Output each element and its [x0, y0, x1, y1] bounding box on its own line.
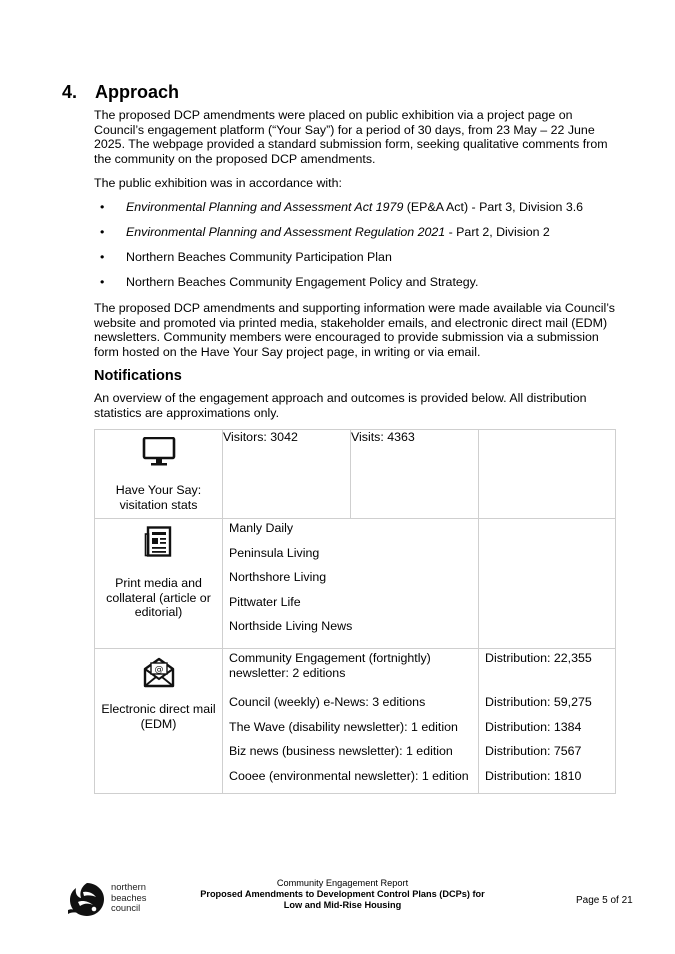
table-row [95, 430, 616, 519]
bullet-item [100, 250, 620, 275]
intro-paragraph: The proposed DCP amendments were placed on public exhibition via a project page on Council’s engagement platform (“Your Say”) for a period of 30 days, from 23 May – 22 June 2025. The webpage provided a standard submission form, seeking qualitative comments from the community on the proposed DCP amendments. [94, 108, 608, 166]
distribution-value: Distribution: 7567 [485, 744, 582, 758]
svg-text:@: @ [154, 665, 163, 675]
legislation-bullet-list [100, 200, 620, 300]
distribution-value: Distribution: 22,355 [485, 651, 592, 665]
bullet-italic-text: Environmental Planning and Assessment Regulation 2021 [126, 225, 446, 239]
footer-report-title: Community Engagement Report [276, 878, 409, 888]
bullet-item [100, 200, 620, 225]
list-item: Community Engagement (fortnightly) newsletter: 2 editions [229, 651, 431, 680]
bullet-text: (EP&A Act) - Part 3, Division 3.6 [403, 200, 584, 214]
logo-text-line: council [111, 902, 141, 913]
distribution-value: Distribution: 59,275 [485, 695, 592, 709]
list-item: Manly Daily [229, 521, 294, 535]
channel-cell-edm [95, 649, 223, 794]
list-item: Pittwater Life [229, 594, 301, 609]
channel-label: Print media and collateral (article or editorial) [106, 576, 211, 619]
logo-text-line: northern [111, 881, 146, 892]
list-item: The Wave (disability newsletter): 1 edition [229, 719, 458, 734]
bullet-text: Northern Beaches Community Participation Plan [126, 250, 392, 264]
bullet-text: - Part 2, Division 2 [445, 225, 550, 239]
logo-text-line: beaches [111, 891, 147, 903]
bullet-italic-text: Environmental Planning and Assessment Act 1979 [126, 200, 404, 214]
table-row [95, 649, 616, 794]
channel-cell-have-your-say [95, 430, 223, 519]
channel-label: Electronic direct mail (EDM) [101, 702, 216, 731]
accordance-intro: The public exhibition was in accordance with: [94, 176, 342, 190]
notifications-heading: Notifications [94, 368, 182, 384]
bullet-text: Northern Beaches Community Engagement Policy and Strategy. [126, 275, 479, 289]
edm-newsletter-list [223, 649, 479, 794]
council-logo-icon [66, 880, 108, 920]
footer-doc-title-line: Proposed Amendments to Development Control Plans (DCPs) for [200, 889, 485, 899]
page-number: Page 5 of 21 [576, 895, 633, 906]
list-item: Cooee (environmental newsletter): 1 edition [229, 768, 469, 783]
monitor-icon [142, 437, 176, 467]
list-item: Peninsula Living [229, 545, 320, 560]
bullet-icon: • [100, 200, 105, 214]
list-item: Northside Living News [229, 619, 353, 633]
visits-cell: Visits: 4363 [351, 430, 479, 519]
visitors-cell: Visitors: 3042 [223, 430, 351, 519]
bullet-icon: • [100, 250, 105, 264]
table-row [95, 519, 616, 649]
list-item: Biz news (business newsletter): 1 edition [229, 744, 453, 758]
footer-title-block [190, 878, 495, 911]
bullet-item [100, 275, 620, 300]
channel-cell-print-media [95, 519, 223, 649]
print-media-list [223, 519, 479, 649]
empty-cell [479, 430, 616, 519]
list-item: Northshore Living [229, 570, 327, 584]
empty-cell [479, 519, 616, 649]
distribution-value: Distribution: 1384 [485, 719, 582, 734]
notifications-table [94, 429, 616, 794]
newspaper-icon [144, 526, 174, 558]
email-envelope-icon [143, 656, 175, 688]
section-number: 4. [62, 82, 78, 102]
supporting-paragraph: The proposed DCP amendments and supporting information were made available via Council’s website and promoted via printed media, stakeholder emails, and electronic direct mail (EDM) newsletters. Community members were encouraged to provide submission via a submission form hosted on the Have Your Say project page, in writing or via email. [94, 301, 615, 359]
footer-doc-title-line: Low and Mid-Rise Housing [283, 900, 402, 910]
section-heading [62, 82, 179, 103]
distribution-value: Distribution: 1810 [485, 768, 582, 783]
bullet-icon: • [100, 225, 105, 239]
channel-label: Have Your Say: visitation stats [115, 483, 202, 512]
edm-distribution-list [479, 649, 616, 794]
notifications-intro: An overview of the engagement approach and outcomes is provided below. All distribution statistics are approximations only. [94, 391, 587, 420]
list-item: Council (weekly) e-News: 3 editions [229, 695, 426, 709]
bullet-item [100, 225, 620, 250]
bullet-icon: • [100, 275, 105, 289]
council-logo-text [111, 882, 146, 914]
section-title: Approach [95, 82, 180, 102]
